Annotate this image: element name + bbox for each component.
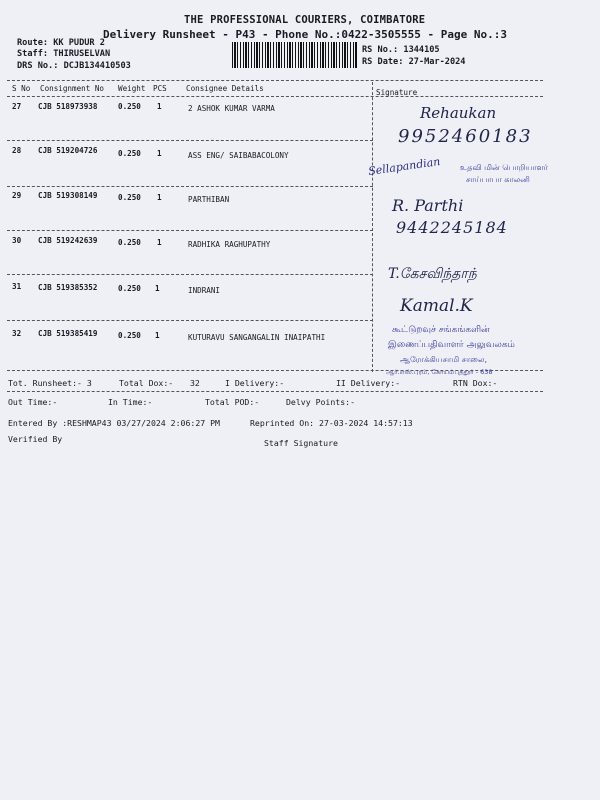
stamp-32-line1: கூட்டுறவுச் சங்கங்களின் [392, 325, 490, 335]
row-29-rule [7, 230, 373, 231]
row-30-consignment: CJB 519242639 [38, 236, 98, 245]
row-31-weight: 0.250 [118, 284, 141, 293]
row-30-rule [7, 274, 373, 275]
row-30-sno: 30 [12, 236, 22, 245]
stamp-32-line2: இணைப்பதிவாளர் அலுவலகம் [388, 340, 515, 350]
col-pcs: PCS [153, 84, 167, 93]
col-consignee: Consignee Details [186, 84, 264, 93]
rtn-dox: RTN Dox:- [453, 378, 498, 388]
row-28-pcs: 1 [157, 149, 162, 158]
total-dox-value: 32 [190, 378, 200, 388]
drs-number: DRS No.: DCJB134410503 [17, 61, 131, 71]
row-27-consignment: CJB 518973938 [38, 102, 98, 111]
row-27-pcs: 1 [157, 102, 162, 111]
col-signature: Signature [376, 88, 418, 97]
delvy-points: Delvy Points:- [286, 397, 356, 407]
signature-31-sig: Kamal.K [400, 296, 473, 316]
row-31-pcs: 1 [155, 284, 160, 293]
rs-number: RS No.: 1344105 [362, 45, 440, 55]
ii-delivery: II Delivery:- [336, 378, 401, 388]
runsheet-line: Delivery Runsheet - P43 - Phone No.:0422-3505555 - Page No.:3 [103, 28, 507, 41]
entered-by: Entered By :RESHMAP43 03/27/2024 2:06:27 PM [8, 418, 220, 428]
signature-27-phone: 9952460183 [398, 126, 533, 147]
signature-column-rule [372, 82, 373, 372]
row-31-consignee: INDRANI [188, 286, 221, 295]
company-title: THE PROFESSIONAL COURIERS, COIMBATORE [184, 14, 426, 26]
col-weight: Weight [118, 84, 146, 93]
row-31-sno: 31 [12, 282, 22, 291]
row-32-consignee: KUTURAVU SANGANGALIN INAIPATHI [188, 333, 326, 342]
row-27-consignee: 2 ASHOK KUMAR VARMA [188, 104, 275, 113]
total-dox-label: Total Dox:- [119, 378, 174, 388]
row-31-consignment: CJB 519385352 [38, 283, 98, 292]
row-29-weight: 0.250 [118, 193, 141, 202]
signature-28: Sellapandian [367, 155, 442, 178]
barcode [232, 42, 358, 68]
summary-rule [7, 391, 543, 392]
col-sno: S No [12, 84, 31, 93]
i-delivery: I Delivery:- [225, 378, 285, 388]
in-time: In Time:- [108, 397, 153, 407]
row-30-pcs: 1 [157, 238, 162, 247]
stamp-32-line3: ஆரோக்கியசாமி சாலை, [400, 355, 488, 364]
row-29-consignee: PARTHIBAN [188, 195, 230, 204]
signature-29-phone: 9442245184 [396, 218, 508, 237]
out-time: Out Time:- [8, 397, 58, 407]
table-top-rule [7, 80, 543, 81]
row-32-pcs: 1 [155, 331, 160, 340]
row-28-rule [7, 186, 373, 187]
row-30-weight: 0.250 [118, 238, 141, 247]
staff-signature: Staff Signature [264, 438, 338, 448]
row-32-sno: 32 [12, 329, 22, 338]
reprinted-on: Reprinted On: 27-03-2024 14:57:13 [250, 418, 413, 428]
rs-date: RS Date: 27-Mar-2024 [362, 57, 466, 67]
row-30-consignee: RADHIKA RAGHUPATHY [188, 240, 271, 249]
tot-runsheet: Tot. Runsheet:- 3 [8, 378, 92, 388]
col-consignment: Consignment No [40, 84, 105, 93]
signature-31-name: T.கேசவிந்தாந் [388, 266, 477, 282]
row-27-rule [7, 140, 373, 141]
stamp-28-line1: உதவி மின் பொறியாளர் [460, 163, 548, 172]
row-29-consignment: CJB 519308149 [38, 191, 98, 200]
staff-label: Staff: THIRUSELVAN [17, 49, 111, 59]
row-27-sno: 27 [12, 102, 22, 111]
verified-by: Verified By [8, 434, 63, 444]
route-label: Route: KK PUDUR 2 [17, 38, 105, 48]
row-32-weight: 0.250 [118, 331, 141, 340]
stamp-32-line4: ஆர்.எஸ்.புரம், கோயம்புத்தூர் - 638 [386, 368, 493, 376]
signature-29-name: R. Parthi [392, 196, 464, 215]
row-29-pcs: 1 [157, 193, 162, 202]
row-32-consignment: CJB 519385419 [38, 329, 98, 338]
row-31-rule [7, 320, 373, 321]
row-28-sno: 28 [12, 146, 22, 155]
row-28-consignee: ASS ENG/ SAIBABACOLONY [188, 151, 289, 160]
stamp-28-line2: சாய்பாபா காலனி [466, 175, 530, 184]
signature-27-name: Rehaukan [420, 104, 497, 122]
row-28-consignment: CJB 519204726 [38, 146, 98, 155]
table-header-rule [7, 96, 543, 97]
row-27-weight: 0.250 [118, 102, 141, 111]
row-28-weight: 0.250 [118, 149, 141, 158]
row-29-sno: 29 [12, 191, 22, 200]
total-pod: Total POD:- [205, 397, 260, 407]
